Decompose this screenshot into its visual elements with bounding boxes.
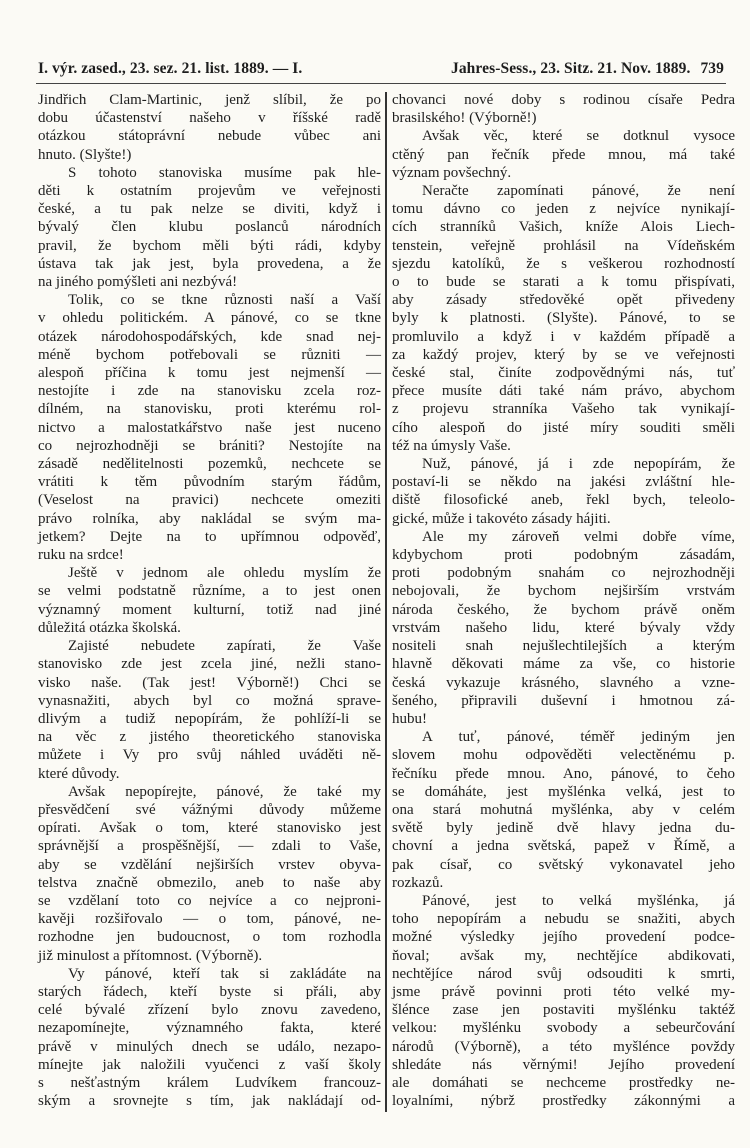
- text-line: Avšak nepopírejte, pánové, že také my: [68, 783, 381, 800]
- text-line: Ještě v jednom ale ohledu myslím že: [68, 565, 381, 582]
- paragraph: [392, 127, 735, 182]
- text-line: národa českého, že bychom právě oněm: [392, 601, 735, 618]
- text-line: stanovisko zde jest zcela jiné, nežli stano-: [38, 656, 381, 673]
- text-line: Neračte zapomínati pánové, že není: [422, 183, 735, 200]
- text-line: dílném, na stanovisku, proti kterému rol-: [38, 401, 381, 418]
- text-line: kdybychom proti podobným zásadám,: [392, 547, 735, 564]
- paragraph: [392, 455, 735, 528]
- text-line: gické, může i takovéto zásady hájiti.: [392, 510, 611, 527]
- text-line: visko naše. (Tak jest! Výborně!) Chci se: [38, 674, 381, 691]
- paragraph: [38, 91, 381, 164]
- text-line: pravil, že bychom měli býti rádi, kdyby: [38, 237, 381, 254]
- right-column: [392, 91, 735, 1110]
- text-line: o to bude se starati a k tomu přispívati,: [392, 274, 735, 291]
- text-line: alespoň příčina k tomu jest nejmenší —: [38, 365, 381, 382]
- text-line: promluvilo a když i v každém případě a: [392, 328, 735, 345]
- text-line: nictvo a malostatkářstvo naše jest nuceno: [38, 419, 381, 436]
- page-number: 739: [700, 60, 724, 77]
- text-line: národů (Výborně), a této myšlénce povždy: [392, 1038, 735, 1055]
- text-line: zásadě nedělitelnosti pozemků, nechcete se: [38, 456, 381, 473]
- text-line: rozkazů.: [392, 874, 444, 891]
- text-line: pak císař, co světský vykonavatel jeho: [392, 856, 735, 873]
- text-line: správnější a prospěšnější, — zdali to Vaše,: [38, 838, 381, 855]
- text-line: jetkem? Dejte na to upřímnou odpověď,: [38, 528, 381, 545]
- text-line: starých řádech, kteří byste si přáli, aby: [38, 983, 381, 1000]
- text-line: chovní a jedna světská, papež v Římě, a: [392, 838, 735, 855]
- text-line: A tuť, pánové, téměř jediným jen: [422, 729, 735, 746]
- text-line: právo rolníka, aby nakládal se svým ma-: [38, 510, 381, 527]
- text-line: kavěji rozšiřovalo — o tom, pánové, ne-: [38, 911, 381, 928]
- text-line: mínejte jak naložili vyučenci z vaší školy: [38, 1056, 381, 1073]
- text-line: přece musíte dáti také nám právo, abychom: [392, 383, 735, 400]
- text-line: můžete i Vy pro svůj náhled uváděti ně-: [38, 747, 381, 764]
- text-line: nechtějíce národ svůj odsouditi k smrti,: [392, 965, 735, 982]
- text-line: přesvědčení své vážnými důvody můžeme: [38, 801, 381, 818]
- text-line: tenstein, veřejně prohlásil na Vídeňském: [392, 237, 735, 254]
- text-line: nebojovali, že bychom nejširším vrstvám: [392, 583, 735, 600]
- text-line: vynasnažiti, abych byl co možná sprave-: [38, 692, 381, 709]
- paragraph: [38, 164, 381, 291]
- text-line: Pánové, jest to velká myšlénka, já: [422, 892, 735, 909]
- text-line: rozhodne jen budoucnost, o tom rozhodla: [38, 929, 381, 946]
- text-line: cích stranníků Vašich, kníže Alois Liech-: [392, 219, 735, 236]
- text-line: vrstvám našeho lidu, které bývaly vždy: [392, 619, 735, 636]
- paragraph: [38, 965, 381, 1111]
- text-line: z projevu stranníka Vašeho tak vynikají-: [392, 401, 735, 418]
- text-line: chovanci nové doby s rodinou císaře Pedra: [392, 92, 735, 108]
- text-line: s nešťastným králem Ludvíkem francouz-: [38, 1074, 381, 1091]
- text-line: nositeli snah nejušlechtilejších a kterým: [392, 638, 735, 655]
- text-line: světě byly jedině dvě hlavy jedna du-: [392, 820, 735, 837]
- paragraph: [392, 182, 735, 455]
- text-line: slovem mohu odpověděti velectěnému p.: [392, 747, 735, 764]
- text-line: právě v minulých dnech se událo, nezapo-: [38, 1038, 381, 1055]
- text-line: co nejrozhodněji se brániti? Nestojíte na: [38, 437, 381, 454]
- text-line: bývalý člen klubu poslanců národních: [38, 219, 381, 236]
- paragraph: [392, 91, 735, 127]
- text-line: Avšak věc, které se dotknul vysoce: [422, 128, 735, 145]
- text-line: jsme právě povinni proti této velké my-: [392, 983, 735, 1000]
- text-line: ona stará mohutná myšlénka, aby v celém: [392, 801, 735, 818]
- text-line: (Veselost na pravici) nechcete omeziti: [38, 492, 381, 509]
- text-line: se velmi podstatně různíme, a to jest onen: [38, 583, 381, 600]
- text-line: dlivým a tudiž nepopírám, že pohlíží-li se: [38, 710, 381, 727]
- text-line: sjezdu katolíků, že s veškerou rozhodností: [392, 255, 735, 272]
- text-line: ruku na srdce!: [38, 547, 124, 564]
- text-line: telstva značně obmezilo, aneb to naše aby: [38, 874, 381, 891]
- text-line: tomu dávno co jeden z nejvíce nynikají-: [392, 201, 735, 218]
- text-line: Zajisté nebudete zapírati, že Vaše: [68, 638, 381, 655]
- paragraph: [38, 291, 381, 564]
- text-line: S tohoto stanoviska musíme pak hle-: [68, 164, 381, 181]
- text-line: též na úmysly Vaše.: [392, 437, 511, 454]
- text-line: shledáte nás věrnými! Jejího provedení: [392, 1056, 735, 1073]
- text-line: se domáháte, jest myšlénka velká, jest to: [392, 783, 735, 800]
- text-line: se vzdělaní toto co nejvíce a co nejproni-: [38, 892, 381, 909]
- text-line: v ohledu politickém. A pánové, co se tkne: [38, 310, 381, 327]
- text-line: české stal, činíte zodpovědnými nás, tuť: [392, 365, 735, 382]
- text-line: aby zásady středověké opět přivedeny: [392, 292, 735, 309]
- text-line: hlavně děkovati máme za vše, co historie: [392, 656, 735, 673]
- text-line: na jiného pomýšleti ani nezbývá!: [38, 274, 238, 291]
- text-line: důležitá otázka školská.: [38, 619, 181, 636]
- paragraph: [38, 783, 381, 965]
- text-line: ctěný pan řečník přede mnou, má také: [392, 146, 735, 163]
- text-line: význam povšechný.: [392, 164, 512, 181]
- text-line: již minulost a přítomnost. (Výborně).: [38, 947, 263, 964]
- text-line: děti k ostatním projevům ve veřejnosti: [38, 183, 381, 200]
- text-line: řečníku přede mnou. Ano, pánové, to čeho: [392, 765, 735, 782]
- text-line: diště filosofické aneb, řekl bych, teleolo-: [392, 492, 735, 509]
- text-line: možné výsledky jejího provedení podce-: [392, 929, 735, 946]
- paragraph: [392, 892, 735, 1110]
- text-line: loyalními, nýbrž prostředky zákonnými a: [392, 1093, 735, 1110]
- text-line: ským a srovnejte s tím, jak nakládají od-: [38, 1093, 381, 1110]
- header-czech: I. výr. zased., 23. sez. 21. list. 1889. — I.: [38, 60, 303, 77]
- text-line: Jindřich Clam-Martinic, jenž slíbil, že po: [38, 92, 381, 108]
- text-line: významný moment kulturní, totiž nad jiné: [38, 601, 381, 618]
- text-line: na věc z jistého theoretického stanoviska: [38, 729, 381, 746]
- text-line: Ale my zároveň velmi dobře víme,: [422, 528, 735, 545]
- paragraph: [392, 528, 735, 728]
- paragraph: [392, 728, 735, 892]
- text-line: ale domáhati se nechceme prostředky ne-: [392, 1074, 735, 1091]
- text-line: šeného, připravili duševní i hmotnou zá-: [392, 692, 735, 709]
- header-rule: [36, 83, 726, 84]
- text-line: celé bývalé zřízení bylo znovu zavedeno,: [38, 1002, 381, 1019]
- header-german: Jahres-Sess., 23. Sitz. 21. Nov. 1889.: [450, 60, 691, 77]
- text-line: hnuto. (Slyšte!): [38, 146, 132, 163]
- text-line: brasilského! (Výborně!): [392, 110, 537, 127]
- text-line: hubu!: [392, 710, 427, 727]
- running-header: [38, 60, 724, 78]
- text-line: otázek národohospodářských, kde snad nej-: [38, 328, 381, 345]
- text-line: toho nepopírám a nebudu se snažiti, abych: [392, 911, 735, 928]
- text-line: Tolik, co se tkne různosti naší a Vaší: [68, 292, 381, 309]
- paragraph: [38, 564, 381, 637]
- paragraph: [38, 637, 381, 783]
- text-line: Nuž, pánové, já i zde nepopírám, že: [422, 456, 735, 473]
- text-line: české, a tu pak nelze se diviti, když i: [38, 201, 381, 218]
- text-line: česká vykazuje krásného, slavného a vzne-: [392, 674, 735, 691]
- text-line: postaví-li se někdo na jakési zvláštní hle-: [392, 474, 735, 491]
- column-divider: [385, 92, 387, 1112]
- text-line: cího alespoň do jisté míry souditi směli: [392, 419, 735, 436]
- text-line: otázkou státoprávní nebude vůbec ani: [38, 128, 381, 145]
- left-column: [38, 91, 381, 1110]
- text-line: byly k platnosti. (Slyšte). Pánové, to se: [392, 310, 735, 327]
- header-german-and-page: [451, 60, 724, 78]
- text-line: opírati. Avšak o tom, které stanovisko jest: [38, 820, 381, 837]
- text-line: šlénce zase jen postaviti myšlénku taktéž: [392, 1002, 735, 1019]
- text-line: nestojíte i zde na stanovisku zcela roz-: [38, 383, 381, 400]
- text-line: nezapomínejte, významného fakta, které: [38, 1020, 381, 1037]
- text-line: dobu účastenství našeho v říšské radě: [38, 110, 381, 127]
- text-line: méně bychom potřebovali se různiti —: [38, 346, 381, 363]
- text-line: aby se vzdělání nejširších vrstev obyva-: [38, 856, 381, 873]
- text-line: vrátiti k těm původním starým řádům,: [38, 474, 381, 491]
- text-line: velkou: myšlénku svobody a sebeurčování: [392, 1020, 735, 1037]
- text-line: proti podobným snahám co nejrozhodněji: [392, 565, 735, 582]
- text-line: ústava tak jak jest, byla provedena, a že: [38, 255, 381, 272]
- text-line: za každý projev, který by se ve veřejnosti: [392, 346, 735, 363]
- text-line: Vy pánové, kteří tak si zakládáte na: [68, 965, 381, 982]
- text-line: které důvody.: [38, 765, 120, 782]
- text-line: ňoval; avšak my, nechtějíce abdikovati,: [392, 947, 735, 964]
